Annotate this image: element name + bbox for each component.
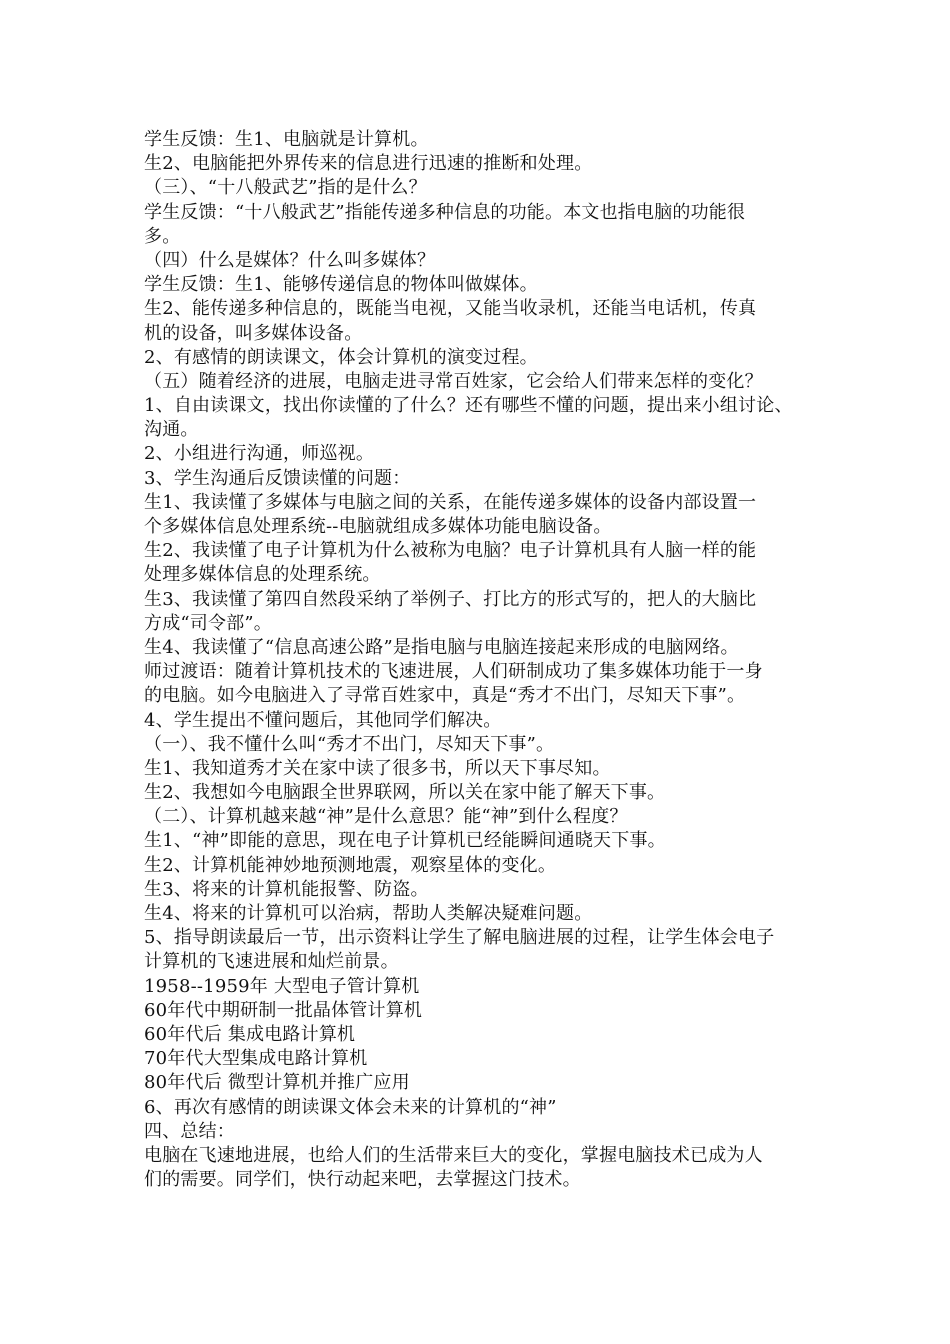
text-line: 四、总结： <box>144 1120 235 1142</box>
text-line: 的电脑。如今电脑进入了寻常百姓家中，真是“秀才不出门，尽知天下事”。 <box>144 685 746 707</box>
text-line: 1958--1959年 大型电子管计算机 <box>144 975 420 997</box>
text-line: 沟通。 <box>144 419 199 441</box>
text-line: 生3、将来的计算机能报警、防盗。 <box>144 878 429 900</box>
text-line: 生1、“神”即能的意思，现在电子计算机已经能瞬间通晓天下事。 <box>144 830 666 852</box>
text-line: 机的设备，叫多媒体设备。 <box>144 322 363 344</box>
text-line: 6、再次有感情的朗读课文体会未来的计算机的“神” <box>144 1096 557 1118</box>
document-body <box>144 128 824 1192</box>
text-line: （三）、“十八般武艺”指的是什么？ <box>144 177 427 199</box>
text-line: （五）随着经济的进展，电脑走进寻常百姓家，它会给人们带来怎样的变化？ <box>144 370 763 392</box>
text-line: 80年代后 微型计算机并推广应用 <box>144 1072 410 1094</box>
text-line: 们的需要。同学们，快行动起来吧，去掌握这门技术。 <box>144 1169 581 1191</box>
text-line: 生4、将来的计算机可以治病，帮助人类解决疑难问题。 <box>144 903 593 924</box>
text-line: 5、指导朗读最后一节，出示资料让学生了解电脑进展的过程，让学生体会电子 <box>144 927 775 949</box>
text-line: 60年代中期研制一批晶体管计算机 <box>144 999 423 1021</box>
text-line: 师过渡语：随着计算机技术的飞速进展，人们研制成功了集多媒体功能于一身 <box>144 661 763 683</box>
text-line: 4、学生提出不懂问题后，其他同学们解决。 <box>144 709 502 731</box>
text-line: 2、小组进行沟通，师巡视。 <box>144 443 375 465</box>
text-line: （四）什么是媒体？什么叫多媒体？ <box>144 249 436 271</box>
text-line: 电脑在飞速地进展，也给人们的生活带来巨大的变化，掌握电脑技术已成为人 <box>144 1144 763 1166</box>
text-line: 1、自由读课文，找出你读懂的了什么？还有哪些不懂的问题，提出来小组讨论、 <box>144 395 793 417</box>
text-line: 个多媒体信息处理系统--电脑就组成多媒体功能电脑设备。 <box>144 516 612 537</box>
text-line: 学生反馈：“十八般武艺”指能传递多种信息的功能。本文也指电脑的功能很 <box>144 201 746 223</box>
text-line: 70年代大型集成电路计算机 <box>144 1048 368 1070</box>
text-line: 生4、我读懂了“信息高速公路”是指电脑与电脑连接起来形成的电脑网络。 <box>144 636 739 658</box>
text-line: 生2、电脑能把外界传来的信息进行迅速的推断和处理。 <box>144 153 593 175</box>
text-line: 处理多媒体信息的处理系统。 <box>144 564 381 586</box>
text-line: 60年代后 集成电路计算机 <box>144 1023 356 1045</box>
text-line: 生2、我读懂了电子计算机为什么被称为电脑？电子计算机具有人脑一样的能 <box>144 540 757 562</box>
text-line: 生1、我知道秀才关在家中读了很多书，所以天下事尽知。 <box>144 757 611 779</box>
text-line: （二）、计算机越来越“神”是什么意思？能“神”到什么程度？ <box>144 806 628 828</box>
text-line: 3、学生沟通后反馈读懂的问题： <box>144 467 411 489</box>
text-line: 学生反馈：生1、电脑就是计算机。 <box>144 129 429 150</box>
text-line: 生2、计算机能神妙地预测地震，观察星体的变化。 <box>144 854 557 876</box>
text-line: （一）、我不懂什么叫“秀才不出门，尽知天下事”。 <box>144 733 555 755</box>
text-line: 生2、能传递多种信息的，既能当电视，又能当收录机，还能当电话机，传真 <box>144 298 757 320</box>
text-line: 生3、我读懂了第四自然段采纳了举例子、打比方的形式写的，把人的大脑比 <box>144 588 757 610</box>
text-line: 2、有感情的朗读课文，体会计算机的演变过程。 <box>144 346 538 368</box>
text-line: 多。 <box>144 225 181 247</box>
text-line: 学生反馈：生1、能够传递信息的物体叫做媒体。 <box>144 274 538 296</box>
text-line: 方成“司令部”。 <box>144 612 273 634</box>
text-line: 生1、我读懂了多媒体与电脑之间的关系，在能传递多媒体的设备内部设置一 <box>144 491 757 513</box>
text-line: 计算机的飞速进展和灿烂前景。 <box>144 951 399 973</box>
text-line: 生2、我想如今电脑跟全世界联网，所以关在家中能了解天下事。 <box>144 782 666 804</box>
